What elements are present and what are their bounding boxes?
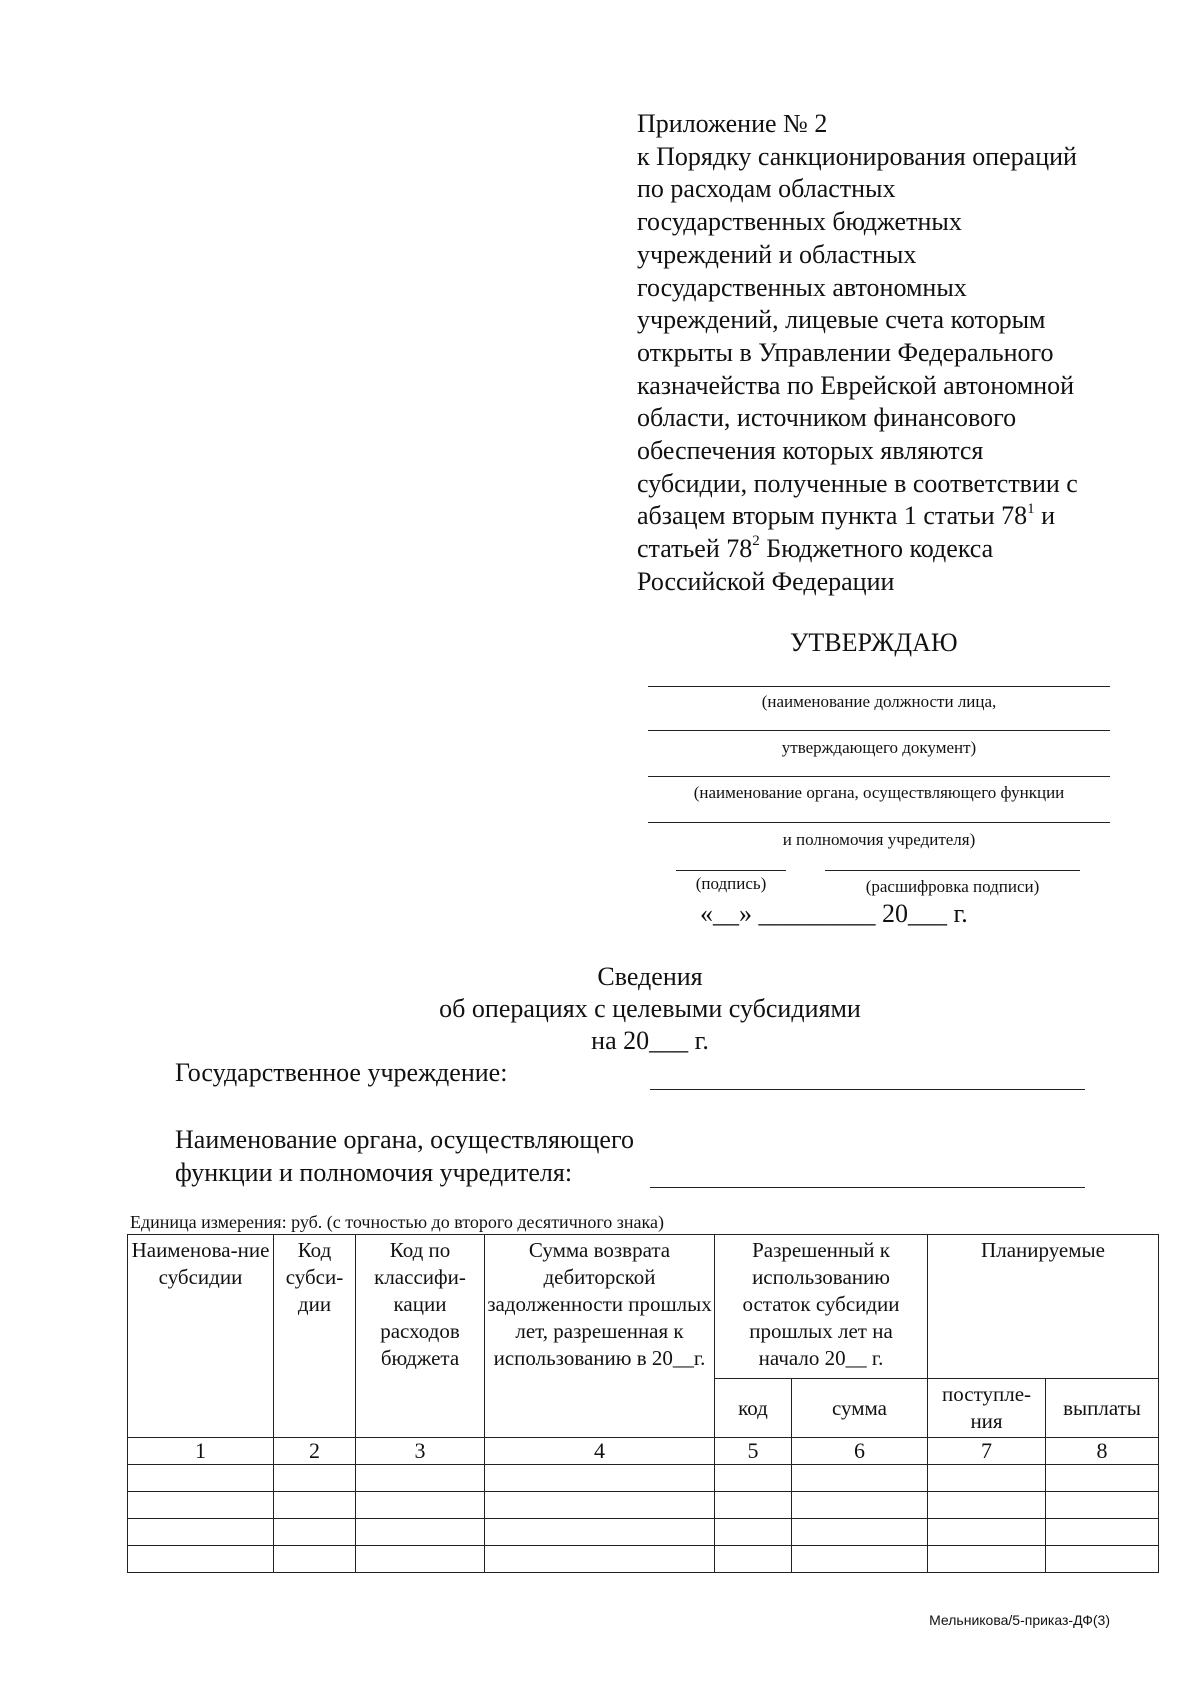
appendix-line — [637, 500, 1157, 533]
table-cell[interactable] — [792, 1546, 928, 1573]
table-cell[interactable] — [356, 1519, 485, 1546]
approval-title: УТВЕРЖДАЮ — [790, 628, 958, 657]
founder-organ-line[interactable] — [648, 776, 1110, 777]
header-planned: Планируемые — [928, 1235, 1159, 1379]
appendix-text: и — [1034, 501, 1056, 531]
table-cell[interactable] — [128, 1492, 274, 1519]
approver-position-caption: (наименование должности лица, — [761, 692, 997, 711]
table-cell[interactable] — [485, 1492, 715, 1519]
appendix-line: по расходам областных — [637, 174, 896, 204]
header-subsidy-code: Код субси-дии — [274, 1235, 356, 1438]
founder-organ-label-2: функции и полномочия учредителя: — [175, 1158, 573, 1187]
table-cell[interactable] — [928, 1465, 1046, 1492]
column-number: 6 — [792, 1438, 928, 1465]
appendix-line — [637, 533, 1157, 566]
table-row — [128, 1519, 1159, 1546]
table-cell[interactable] — [715, 1546, 792, 1573]
table-cell[interactable] — [792, 1465, 928, 1492]
doc-year: на 20___ г. — [591, 1026, 709, 1055]
header-summa: сумма — [792, 1379, 928, 1438]
table-cell[interactable] — [356, 1492, 485, 1519]
table-cell[interactable] — [928, 1519, 1046, 1546]
appendix-line: государственных автономных — [637, 272, 967, 302]
appendix-text: статьей 78 — [637, 534, 753, 564]
appendix-line: обеспечения которых являются — [637, 436, 984, 466]
appendix-line: государственных бюджетных — [637, 207, 962, 237]
appendix-line: учреждений, лицевые счета которым — [637, 305, 1046, 335]
table-cell[interactable] — [1046, 1492, 1159, 1519]
column-number: 2 — [274, 1438, 356, 1465]
superscript: 2 — [752, 533, 760, 550]
appendix-line: учреждений и областных — [637, 239, 917, 269]
signature-caption: (подпись) — [695, 874, 767, 893]
header-payments: выплаты — [1046, 1379, 1159, 1438]
table-cell[interactable] — [792, 1519, 928, 1546]
table-cell[interactable] — [274, 1519, 356, 1546]
appendix-line: субсидии, полученные в соответствии с — [637, 468, 1078, 498]
appendix-text: Бюджетного кодекса — [759, 534, 994, 564]
table-cell[interactable] — [128, 1546, 274, 1573]
header-allowed-remainder: Разрешенный к использованию остаток субсидии прошлых лет на начало 20__ г. — [715, 1235, 928, 1379]
subsidy-table — [127, 1234, 1159, 1573]
column-number: 7 — [928, 1438, 1046, 1465]
table-cell[interactable] — [274, 1546, 356, 1573]
approver-position-line[interactable] — [648, 686, 1110, 687]
founder-organ-caption-2: и полномочия учредителя) — [782, 830, 976, 849]
appendix-line: казначейства по Еврейской автономной — [637, 370, 1075, 400]
table-cell[interactable] — [274, 1492, 356, 1519]
table-cell[interactable] — [715, 1492, 792, 1519]
table-cell[interactable] — [928, 1492, 1046, 1519]
founder-organ-label: Наименование органа, осуществляющего — [175, 1125, 634, 1154]
appendix-line: Российской Федерации — [637, 566, 895, 596]
table-cell[interactable] — [356, 1546, 485, 1573]
table-cell[interactable] — [792, 1492, 928, 1519]
table-cell[interactable] — [928, 1546, 1046, 1573]
header-kod: код — [715, 1379, 792, 1438]
approver-position-line-2[interactable] — [648, 730, 1110, 731]
institution-label: Государственное учреждение: — [175, 1058, 508, 1087]
header-subsidy-name: Наименова-ние субсидии — [128, 1235, 274, 1438]
signature-decode-line[interactable] — [825, 870, 1080, 871]
appendix-block — [637, 108, 1157, 599]
document-footer: Мельникова/5-приказ-ДФ(3) — [929, 1612, 1110, 1628]
doc-title: Сведения — [597, 962, 703, 991]
signature-decode-caption: (расшифровка подписи) — [865, 877, 1040, 896]
superscript: 1 — [1027, 500, 1035, 517]
table-row — [128, 1465, 1159, 1492]
appendix-line: Приложение № 2 — [637, 109, 828, 138]
table-cell[interactable] — [1046, 1519, 1159, 1546]
table-cell[interactable] — [128, 1465, 274, 1492]
header-receivables-return: Сумма возврата дебиторской задолженности прошлых лет, разрешенная к использованию в 20__г. — [485, 1235, 715, 1438]
founder-organ-input-line[interactable] — [650, 1187, 1085, 1188]
table-cell[interactable] — [356, 1465, 485, 1492]
header-budget-class-code: Код по классифи-кации расходов бюджета — [356, 1235, 485, 1438]
approval-date[interactable]: «__» _________ 20___ г. — [700, 899, 968, 928]
column-number: 5 — [715, 1438, 792, 1465]
table-cell[interactable] — [715, 1519, 792, 1546]
unit-of-measure: Единица измерения: руб. (с точностью до второго десятичного знака) — [130, 1212, 664, 1232]
approver-position-caption-2: утверждающего документ) — [781, 738, 977, 757]
appendix-line: открыты в Управлении Федерального — [637, 337, 1054, 367]
column-number: 4 — [485, 1438, 715, 1465]
header-income: поступле-ния — [928, 1379, 1046, 1438]
appendix-text: абзацем вторым пункта 1 статьи 78 — [637, 501, 1028, 531]
table-cell[interactable] — [485, 1465, 715, 1492]
appendix-line: области, источником финансового — [637, 403, 1017, 433]
table-row — [128, 1492, 1159, 1519]
table-cell[interactable] — [1046, 1465, 1159, 1492]
table-cell[interactable] — [715, 1465, 792, 1492]
doc-subtitle: об операциях с целевыми субсидиями — [439, 994, 861, 1023]
table-cell[interactable] — [1046, 1546, 1159, 1573]
column-number: 3 — [356, 1438, 485, 1465]
table-cell[interactable] — [128, 1519, 274, 1546]
institution-input-line[interactable] — [650, 1089, 1085, 1090]
column-number: 1 — [128, 1438, 274, 1465]
founder-organ-line-2[interactable] — [648, 822, 1110, 823]
table-cell[interactable] — [485, 1546, 715, 1573]
table-cell[interactable] — [274, 1465, 356, 1492]
table-cell[interactable] — [485, 1519, 715, 1546]
founder-organ-caption: (наименование органа, осуществляющего функции — [693, 783, 1065, 802]
column-number: 8 — [1046, 1438, 1159, 1465]
table-row — [128, 1546, 1159, 1573]
appendix-line: к Порядку санкционирования операций — [637, 141, 1077, 171]
signature-line[interactable] — [676, 870, 786, 871]
